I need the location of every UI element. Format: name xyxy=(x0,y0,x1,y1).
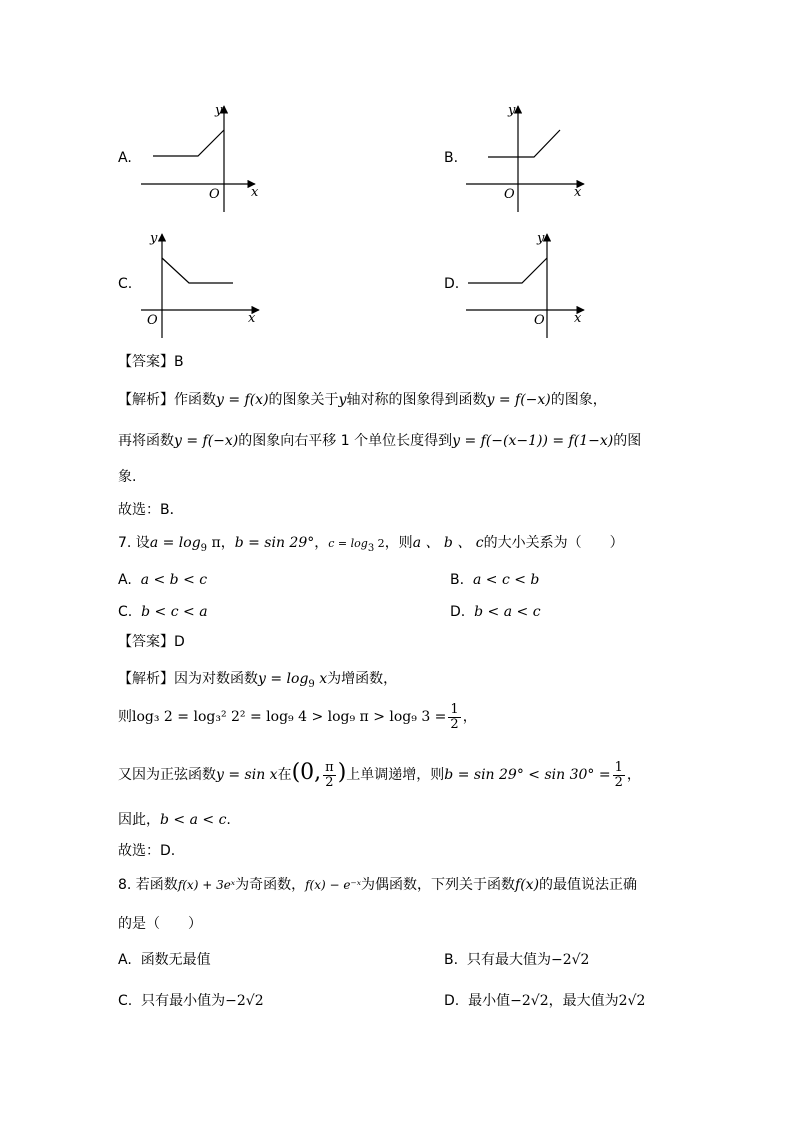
graph-b-origin: O xyxy=(504,187,515,202)
q7-choose: 故选：D. xyxy=(118,843,176,859)
q7-answer-tag: 【答案】 xyxy=(118,634,174,650)
q8-option-label: D. xyxy=(444,993,460,1009)
q6-formula: y = f(−x) xyxy=(486,392,551,408)
q7-option-text: b < c < a xyxy=(141,604,208,620)
graph-b xyxy=(460,100,595,215)
graph-a-y-label: y xyxy=(215,103,223,118)
q7-option-label: C. xyxy=(118,604,133,620)
q7-stem xyxy=(118,533,624,559)
q8-stem-line2: 的是（ ） xyxy=(118,916,202,932)
graph-a-origin: O xyxy=(209,187,220,202)
q6-answer-tag: 【答案】 xyxy=(118,354,174,370)
q7-fraction xyxy=(323,761,336,790)
q8-text: 的最值说法正确 xyxy=(539,877,638,893)
q7-formula: ) xyxy=(337,760,347,785)
q7-answer xyxy=(118,632,185,652)
q7-fraction xyxy=(613,761,625,790)
q6-answer-value: B xyxy=(174,354,184,370)
q7-formula: (0, xyxy=(291,760,322,785)
q7-formula: b = sin 29° xyxy=(234,535,315,551)
graph-a-curve xyxy=(153,130,224,156)
q7-formula: b = sin 29° < sin 30° = xyxy=(444,767,611,783)
q8-text: 8. 若函数 xyxy=(118,877,178,893)
q7-text: 7. 设 xyxy=(118,535,150,551)
q7-sub: 3 xyxy=(367,542,375,554)
q6-analysis-line2 xyxy=(118,431,641,451)
q7-formula: 2 xyxy=(374,537,385,550)
q7-fraction xyxy=(448,703,460,732)
q7-text: 为增函数， xyxy=(327,671,398,687)
graph-b-x-label: x xyxy=(574,185,582,200)
q8-option-value: −2√2 xyxy=(550,952,590,968)
q7-text: 上单调递增，则 xyxy=(346,767,445,783)
graph-b-curve xyxy=(488,130,560,157)
q7-formula: b < a < c xyxy=(160,812,227,828)
graph-c-curve xyxy=(162,258,233,283)
q6-analysis-line3: 象. xyxy=(118,469,137,485)
graph-c-origin: O xyxy=(147,313,158,328)
q7-formula: y = log xyxy=(258,671,309,687)
graph-c-label: C. xyxy=(118,276,133,292)
q6-text: 的图象关于 xyxy=(268,392,339,408)
q8-text: 为奇函数， xyxy=(235,877,306,893)
q7-option-label: D. xyxy=(450,604,466,620)
q7-frac-den: 2 xyxy=(325,774,334,790)
q8-stem-line1 xyxy=(118,875,637,895)
q7-option-c xyxy=(118,602,208,622)
q6-answer xyxy=(118,352,184,372)
q6-text: 的图象向右平移 1 个单位长度得到 xyxy=(238,433,453,449)
graph-c xyxy=(135,228,270,340)
q7-formula: x xyxy=(314,671,328,687)
q7-text: ， xyxy=(314,535,329,551)
q6-formula: y = f(−x) xyxy=(174,433,239,449)
q7-analysis-line3 xyxy=(118,756,641,792)
q8-option-a xyxy=(118,950,211,970)
q8-option-d xyxy=(444,991,645,1011)
q8-option-label: C. xyxy=(118,993,133,1009)
q7-option-label: A. xyxy=(118,572,132,588)
q6-analysis-line1 xyxy=(118,390,607,410)
q7-text: 的大小关系为（ ） xyxy=(483,535,624,551)
q7-option-text: a < b < c xyxy=(140,572,208,588)
q6-text: 作函数 xyxy=(174,392,216,408)
q8-text: 为偶函数，下列关于函数 xyxy=(361,877,516,893)
q7-option-label: B. xyxy=(450,572,465,588)
q7-formula: c = log xyxy=(328,537,368,550)
q6-text: 再将函数 xyxy=(118,433,174,449)
q8-option-text: 最小值 xyxy=(468,993,511,1009)
graph-a-label: A. xyxy=(118,150,132,166)
q8-formula: f(x) + 3eˣ xyxy=(177,878,236,892)
q7-text: 因此， xyxy=(118,812,160,828)
q6-formula: y = f(−(x−1)) = f(1−x) xyxy=(452,433,614,449)
q7-text: ， xyxy=(626,767,641,783)
q6-formula: y = f(x) xyxy=(216,392,269,408)
q7-option-text: a < c < b xyxy=(472,572,540,588)
q8-formula: f(x) − e⁻ˣ xyxy=(305,878,362,892)
graph-c-x-label: x xyxy=(248,311,256,326)
q7-option-text: b < a < c xyxy=(474,604,541,620)
q8-option-label: B. xyxy=(444,952,459,968)
q7-formula: a 、 b 、 c xyxy=(412,535,484,551)
q8-option-text: 只有最大值为 xyxy=(466,952,551,968)
q7-formula: y = sin x xyxy=(216,767,278,783)
graph-d-origin: O xyxy=(534,313,545,328)
q6-analysis-tag: 【解析】 xyxy=(118,392,174,408)
q7-sub: 9 xyxy=(308,678,315,690)
q7-answer-value: D xyxy=(174,634,185,650)
q8-option-value: 2√2 xyxy=(618,993,646,1009)
q8-option-text: 函数无最值 xyxy=(140,952,211,968)
q7-text: . xyxy=(226,812,231,828)
graph-d xyxy=(460,228,595,340)
q7-frac-num: 1 xyxy=(450,701,459,717)
q7-formula: π xyxy=(207,535,221,551)
q8-option-value: −2√2 xyxy=(225,993,264,1009)
q7-text: 因为对数函数 xyxy=(174,671,258,687)
q7-analysis-line4 xyxy=(118,810,231,830)
graph-b-label: B. xyxy=(444,150,459,166)
q7-sub: 9 xyxy=(200,542,208,554)
q7-frac-den: 2 xyxy=(614,774,623,790)
q7-text: 则 xyxy=(118,709,132,725)
graph-d-y-label: y xyxy=(537,231,545,246)
q8-formula: f(x) xyxy=(515,877,540,893)
graph-d-curve xyxy=(468,258,547,283)
graph-d-label: D. xyxy=(444,276,460,292)
q8-option-text: ，最大值为 xyxy=(548,993,619,1009)
q6-text: 的图 xyxy=(613,433,642,449)
q7-formula: a = log xyxy=(149,535,201,551)
q6-text: 轴对称的图象得到函数 xyxy=(346,392,487,408)
q7-formula: log₃ 2 = log₃² 2² = log₉ 4 > log₉ π > log₉ 3 = xyxy=(132,709,447,725)
graph-a xyxy=(135,100,270,215)
q7-analysis-line2 xyxy=(118,700,477,734)
graph-c-y-label: y xyxy=(150,231,158,246)
q7-frac-den: 2 xyxy=(450,716,459,732)
q7-text: ，则 xyxy=(384,535,413,551)
q7-text: ， xyxy=(220,535,235,551)
graph-d-x-label: x xyxy=(574,311,582,326)
q8-option-label: A. xyxy=(118,952,132,968)
q6-formula: y xyxy=(338,392,347,408)
q8-option-value: −2√2 xyxy=(510,993,549,1009)
graph-a-x-label: x xyxy=(251,185,259,200)
q8-option-b xyxy=(444,950,589,970)
graph-b-y-label: y xyxy=(508,103,516,118)
q7-text: ， xyxy=(462,709,477,725)
q7-text: 又因为正弦函数 xyxy=(118,767,216,783)
q7-option-b xyxy=(450,570,539,590)
q7-analysis-line1 xyxy=(118,669,397,695)
q8-option-c xyxy=(118,991,264,1011)
q8-option-text: 只有最小值为 xyxy=(141,993,226,1009)
q7-option-d xyxy=(450,602,541,622)
q7-frac-num: 1 xyxy=(614,759,623,775)
q7-text: 在 xyxy=(277,767,292,783)
q7-analysis-tag: 【解析】 xyxy=(118,671,174,687)
q7-option-a xyxy=(118,570,207,590)
q6-choose: 故选：B． xyxy=(118,502,184,518)
q7-frac-num: π xyxy=(325,759,334,775)
q6-text: 的图象， xyxy=(550,392,607,408)
